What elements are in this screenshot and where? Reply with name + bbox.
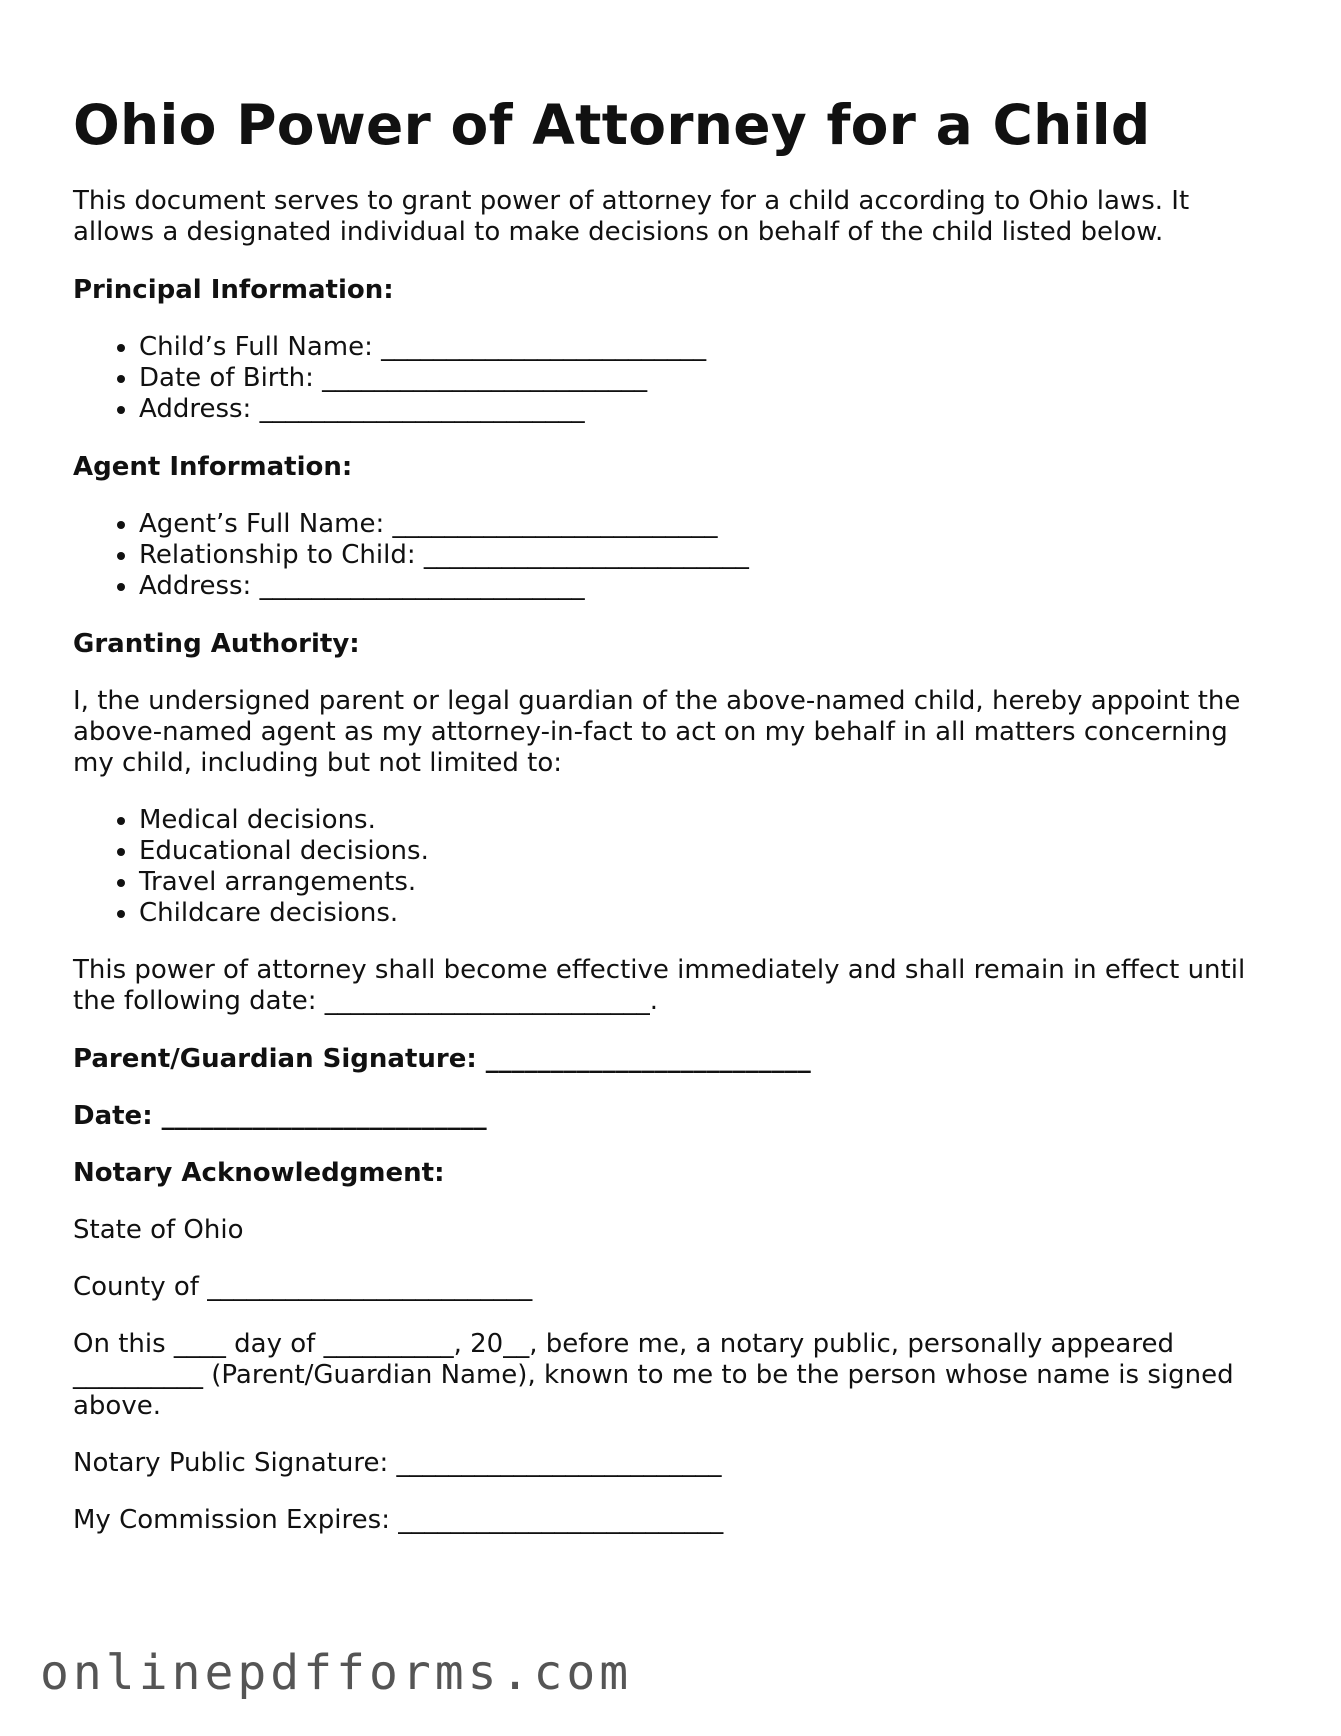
parent-signature-line: Parent/Guardian Signature: _________________________ (73, 1044, 811, 1074)
child-address-field: • Address: _________________________ (139, 394, 1273, 425)
list-item: • Childcare decisions. (139, 898, 1273, 929)
date-line: Date: _________________________ (73, 1101, 487, 1131)
agent-list (73, 509, 1273, 602)
authority-list (73, 805, 1273, 929)
date-of-birth-field: • Date of Birth: _________________________ (139, 363, 1273, 394)
authority-heading: Granting Authority: (73, 629, 360, 659)
document-title: Ohio Power of Attorney for a Child (73, 93, 1151, 157)
principal-list (73, 332, 1273, 425)
childs-full-name-field: • Child’s Full Name: _________________________ (139, 332, 1273, 363)
effective-date-paragraph: This power of attorney shall become effective immediately and shall remain in effect until the following date: _________________________. (73, 955, 1246, 1016)
agent-heading: Agent Information: (73, 452, 353, 482)
watermark: onlinepdfforms.com (40, 1645, 633, 1701)
notary-statement: On this ____ day of __________, 20__, before me, a notary public, personally appeared __________ (Parent/Guardian Name), known to me to be the person whose name is signed above. (73, 1329, 1234, 1421)
agents-full-name-field: • Agent’s Full Name: _________________________ (139, 509, 1273, 540)
principal-heading: Principal Information: (73, 275, 394, 305)
notary-signature-line: Notary Public Signature: _________________________ (73, 1448, 722, 1478)
notary-heading: Notary Acknowledgment: (73, 1158, 445, 1188)
document-page (73, 92, 1273, 1536)
relationship-to-child-field: • Relationship to Child: _________________________ (139, 540, 1273, 571)
authority-paragraph: I, the undersigned parent or legal guardian of the above-named child, hereby appoint the above-named agent as my attorney-in-fact to act on my behalf in all matters concerning my child, including but not limited to: (73, 686, 1241, 778)
notary-state: State of Ohio (73, 1215, 244, 1245)
intro-paragraph: This document serves to grant power of attorney for a child according to Ohio laws. It allows a designated individual to make decisions on behalf of the child listed below. (73, 186, 1190, 247)
list-item: • Travel arrangements. (139, 867, 1273, 898)
commission-expires-line: My Commission Expires: _________________________ (73, 1505, 724, 1535)
notary-county-line: County of _________________________ (73, 1272, 533, 1302)
list-item: • Educational decisions. (139, 836, 1273, 867)
list-item: • Medical decisions. (139, 805, 1273, 836)
agent-address-field: • Address: _________________________ (139, 571, 1273, 602)
